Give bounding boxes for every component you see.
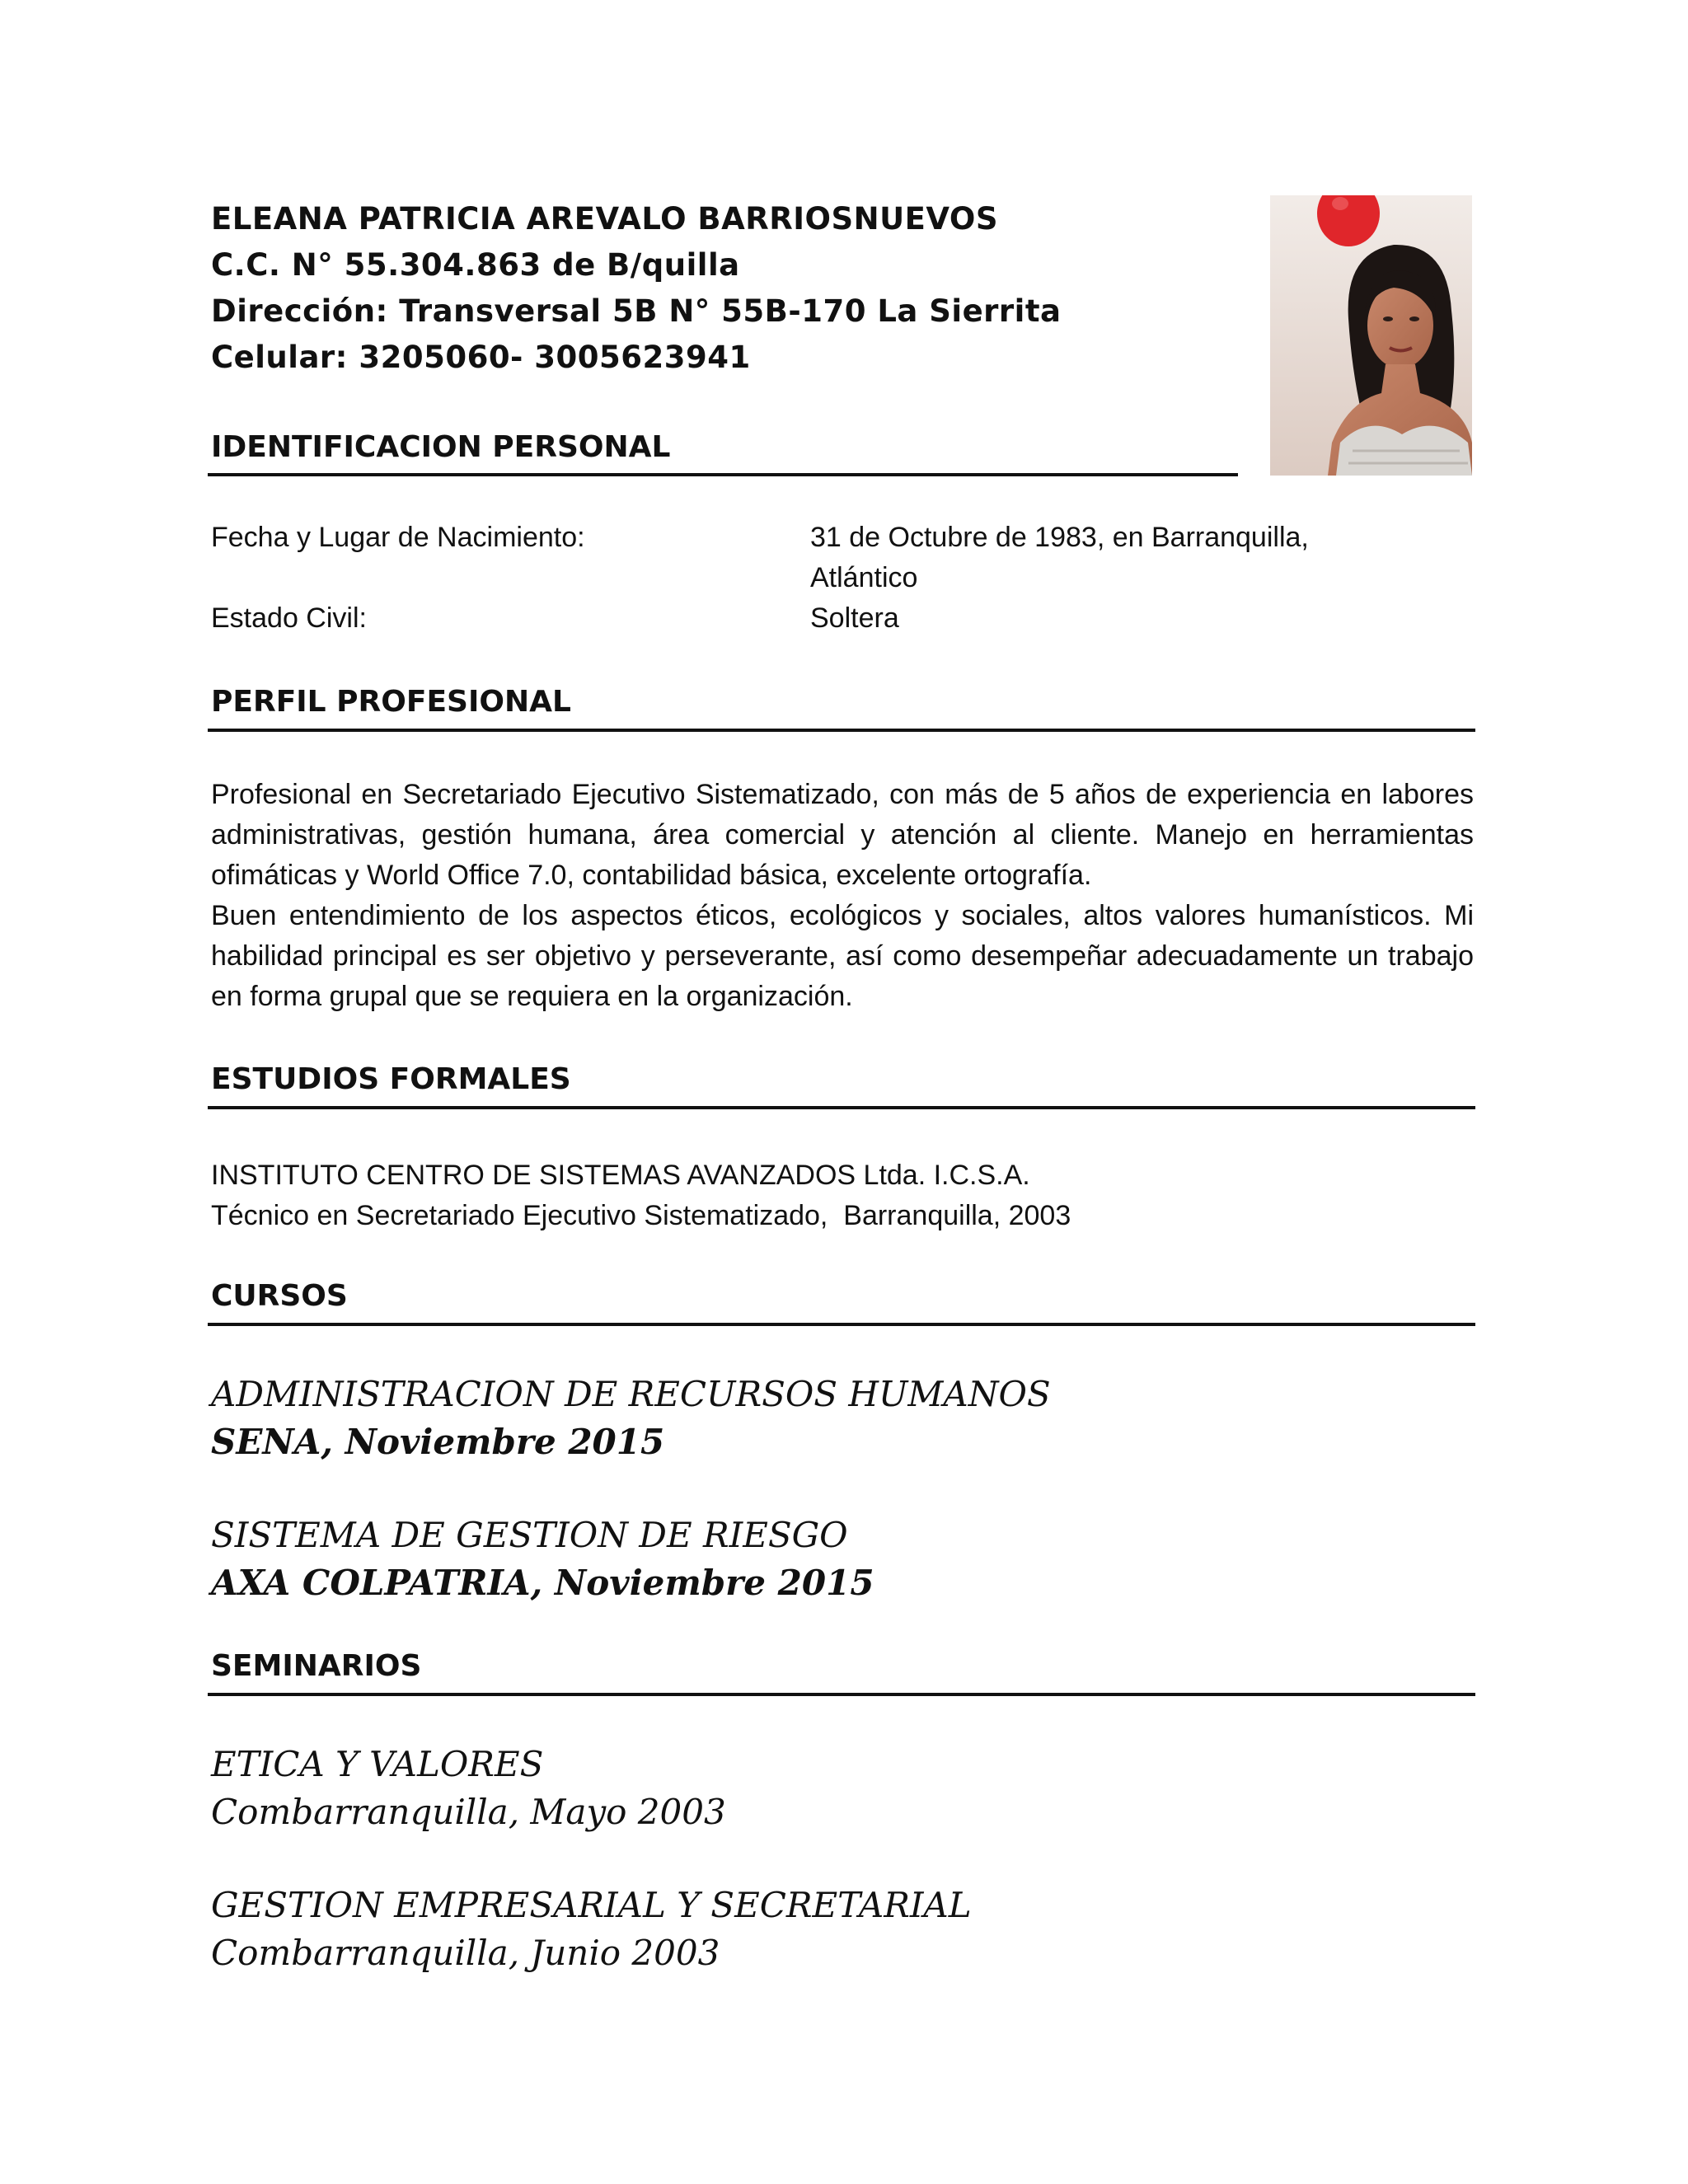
course-title: SISTEMA DE GESTION DE RIESGO [211,1515,848,1555]
institution-name: INSTITUTO CENTRO DE SISTEMAS AVANZADOS Ltda. I.C.S.A. [211,1160,1030,1191]
candidate-name: ELEANA PATRICIA AREVALO BARRIOSNUEVOS [211,201,998,237]
section-heading-identification: IDENTIFICACION PERSONAL [211,430,671,464]
profile-paragraph: Profesional en Secretariado Ejecutivo Sistematizado, con más de 5 años de experiencia en labores administrativas, gestión humana, área comercial y atención al cliente. Manejo en herramientas ofimáticas y World Office 7.0, contabilidad básica, excelente ortografía. [211,779,1474,891]
profile-photo [1270,195,1472,476]
birth-label: Fecha y Lugar de Nacimiento: [211,522,585,553]
civil-status-label: Estado Civil: [211,602,367,634]
section-heading-profile: PERFIL PROFESIONAL [211,685,571,719]
course-title: ADMINISTRACION DE RECURSOS HUMANOS [211,1374,1051,1414]
section-divider [208,473,1238,476]
section-heading-courses: CURSOS [211,1279,348,1313]
section-heading-seminars: SEMINARIOS [211,1649,422,1683]
seminar-detail: Combarranquilla, Junio 2003 [211,1933,720,1973]
seminar-title: GESTION EMPRESARIAL Y SECRETARIAL [211,1885,972,1925]
profile-text [211,775,1474,1017]
section-divider [208,1106,1475,1109]
civil-status-value: Soltera [810,602,899,634]
portrait-illustration [1270,195,1472,476]
address: Dirección: Transversal 5B N° 55B-170 La Sierrita [211,293,1062,329]
course-detail: SENA, Noviembre 2015 [211,1422,665,1462]
seminar-title: ETICA Y VALORES [211,1744,544,1784]
seminar-detail: Combarranquilla, Mayo 2003 [211,1792,726,1832]
birth-value-region: Atlántico [810,562,918,593]
contact-header [211,196,1241,381]
id-number: C.C. N° 55.304.863 de B/quilla [211,247,740,283]
degree-title: Técnico en Secretariado Ejecutivo Sistematizado, Barranquilla, 2003 [211,1200,1071,1231]
phone-numbers: Celular: 3205060- 3005623941 [211,340,751,375]
section-heading-studies: ESTUDIOS FORMALES [211,1062,571,1096]
section-divider [208,1693,1475,1696]
section-divider [208,729,1475,732]
section-divider [208,1323,1475,1326]
course-detail: AXA COLPATRIA, Noviembre 2015 [211,1563,874,1603]
birth-value: 31 de Octubre de 1983, en Barranquilla, [810,522,1309,553]
profile-paragraph: Buen entendimiento de los aspectos éticos, ecológicos y sociales, altos valores humanísticos. Mi habilidad principal es ser objetivo y perseverante, así como desempeñar adecuadamente un trabajo en forma grupal que se requiera en la organización. [211,900,1474,1012]
